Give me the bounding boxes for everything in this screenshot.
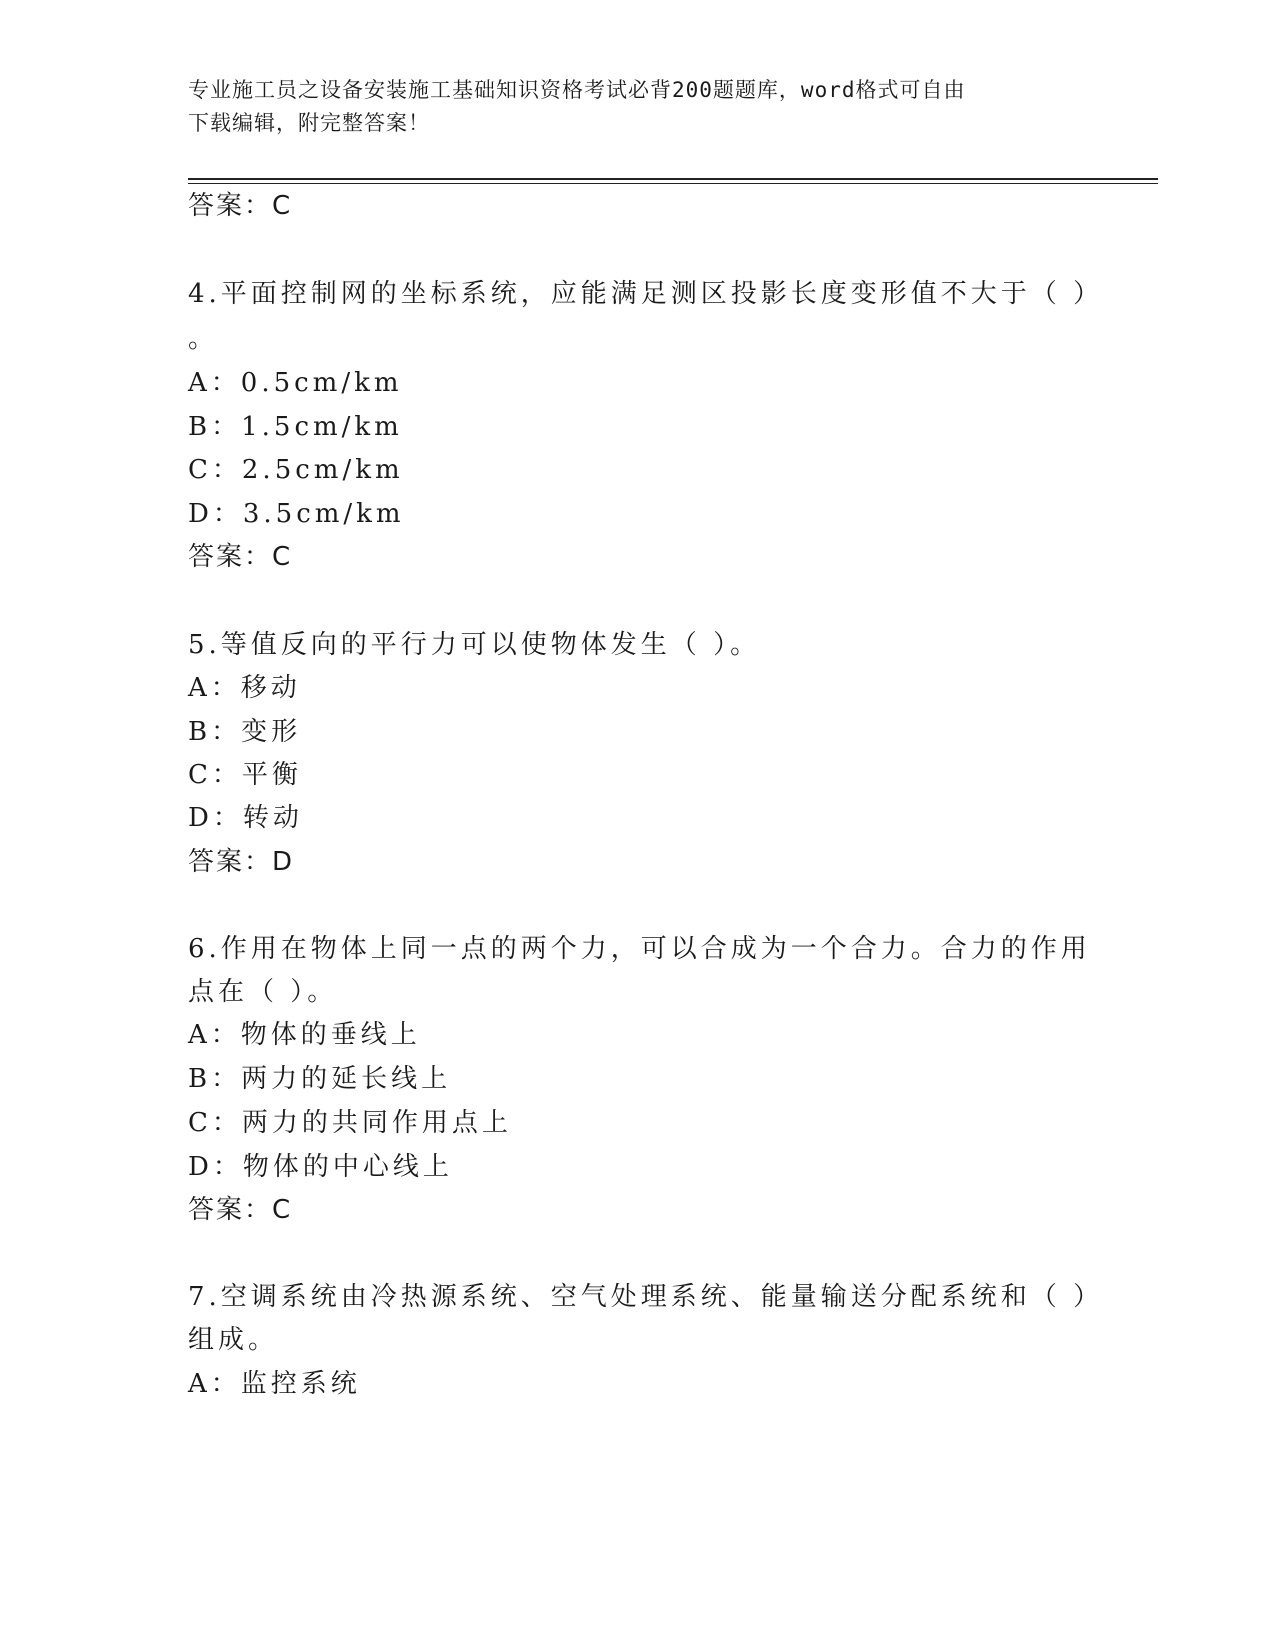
header-line-2: 下载编辑，附完整答案！ <box>188 111 430 135</box>
answer-q3: 答案：C <box>188 191 293 221</box>
question-7-stem-line-2: 组成。 <box>188 1325 279 1355</box>
answer-q4: 答案：C <box>188 542 293 572</box>
answer-q6: 答案：C <box>188 1195 293 1225</box>
question-5-stem-line-1: 5.等值反向的平行力可以使物体发生（ ）。 <box>188 630 761 660</box>
header-divider-thin <box>188 183 1158 184</box>
question-6-option-c: C：两力的共同作用点上 <box>188 1108 512 1138</box>
answer-q5: 答案：D <box>188 847 295 877</box>
question-4-stem-line-1: 4.平面控制网的坐标系统，应能满足测区投影长度变形值不大于（ ） <box>188 279 1104 309</box>
question-7-option-a: A：监控系统 <box>188 1369 361 1399</box>
question-6-option-a: A：物体的垂线上 <box>188 1020 421 1050</box>
question-6-option-d: D：物体的中心线上 <box>188 1152 453 1182</box>
header-line-1: 专业施工员之设备安装施工基础知识资格考试必背200题题库，word格式可自由 <box>188 78 966 102</box>
question-4-option-d: D：3.5cm/km <box>188 499 405 529</box>
question-5-option-b: B：变形 <box>188 717 302 747</box>
question-5-option-d: D：转动 <box>188 803 303 833</box>
header-divider-thick <box>188 178 1158 180</box>
question-4-option-c: C：2.5cm/km <box>188 455 404 485</box>
question-4-option-b: B：1.5cm/km <box>188 412 403 442</box>
question-6-option-b: B：两力的延长线上 <box>188 1064 452 1094</box>
question-5-option-c: C：平衡 <box>188 760 302 790</box>
question-7-stem-line-1: 7.空调系统由冷热源系统、空气处理系统、能量输送分配系统和（ ） <box>188 1282 1104 1312</box>
question-5-option-a: A：移动 <box>188 673 301 703</box>
question-4-option-a: A：0.5cm/km <box>188 368 403 398</box>
question-6-stem-line-1: 6.作用在物体上同一点的两个力，可以合成为一个合力。合力的作用 <box>188 934 1091 964</box>
question-4-stem-line-2: 。 <box>188 324 219 354</box>
document-header <box>188 74 1068 140</box>
question-6-stem-line-2: 点在（ ）。 <box>188 977 338 1007</box>
